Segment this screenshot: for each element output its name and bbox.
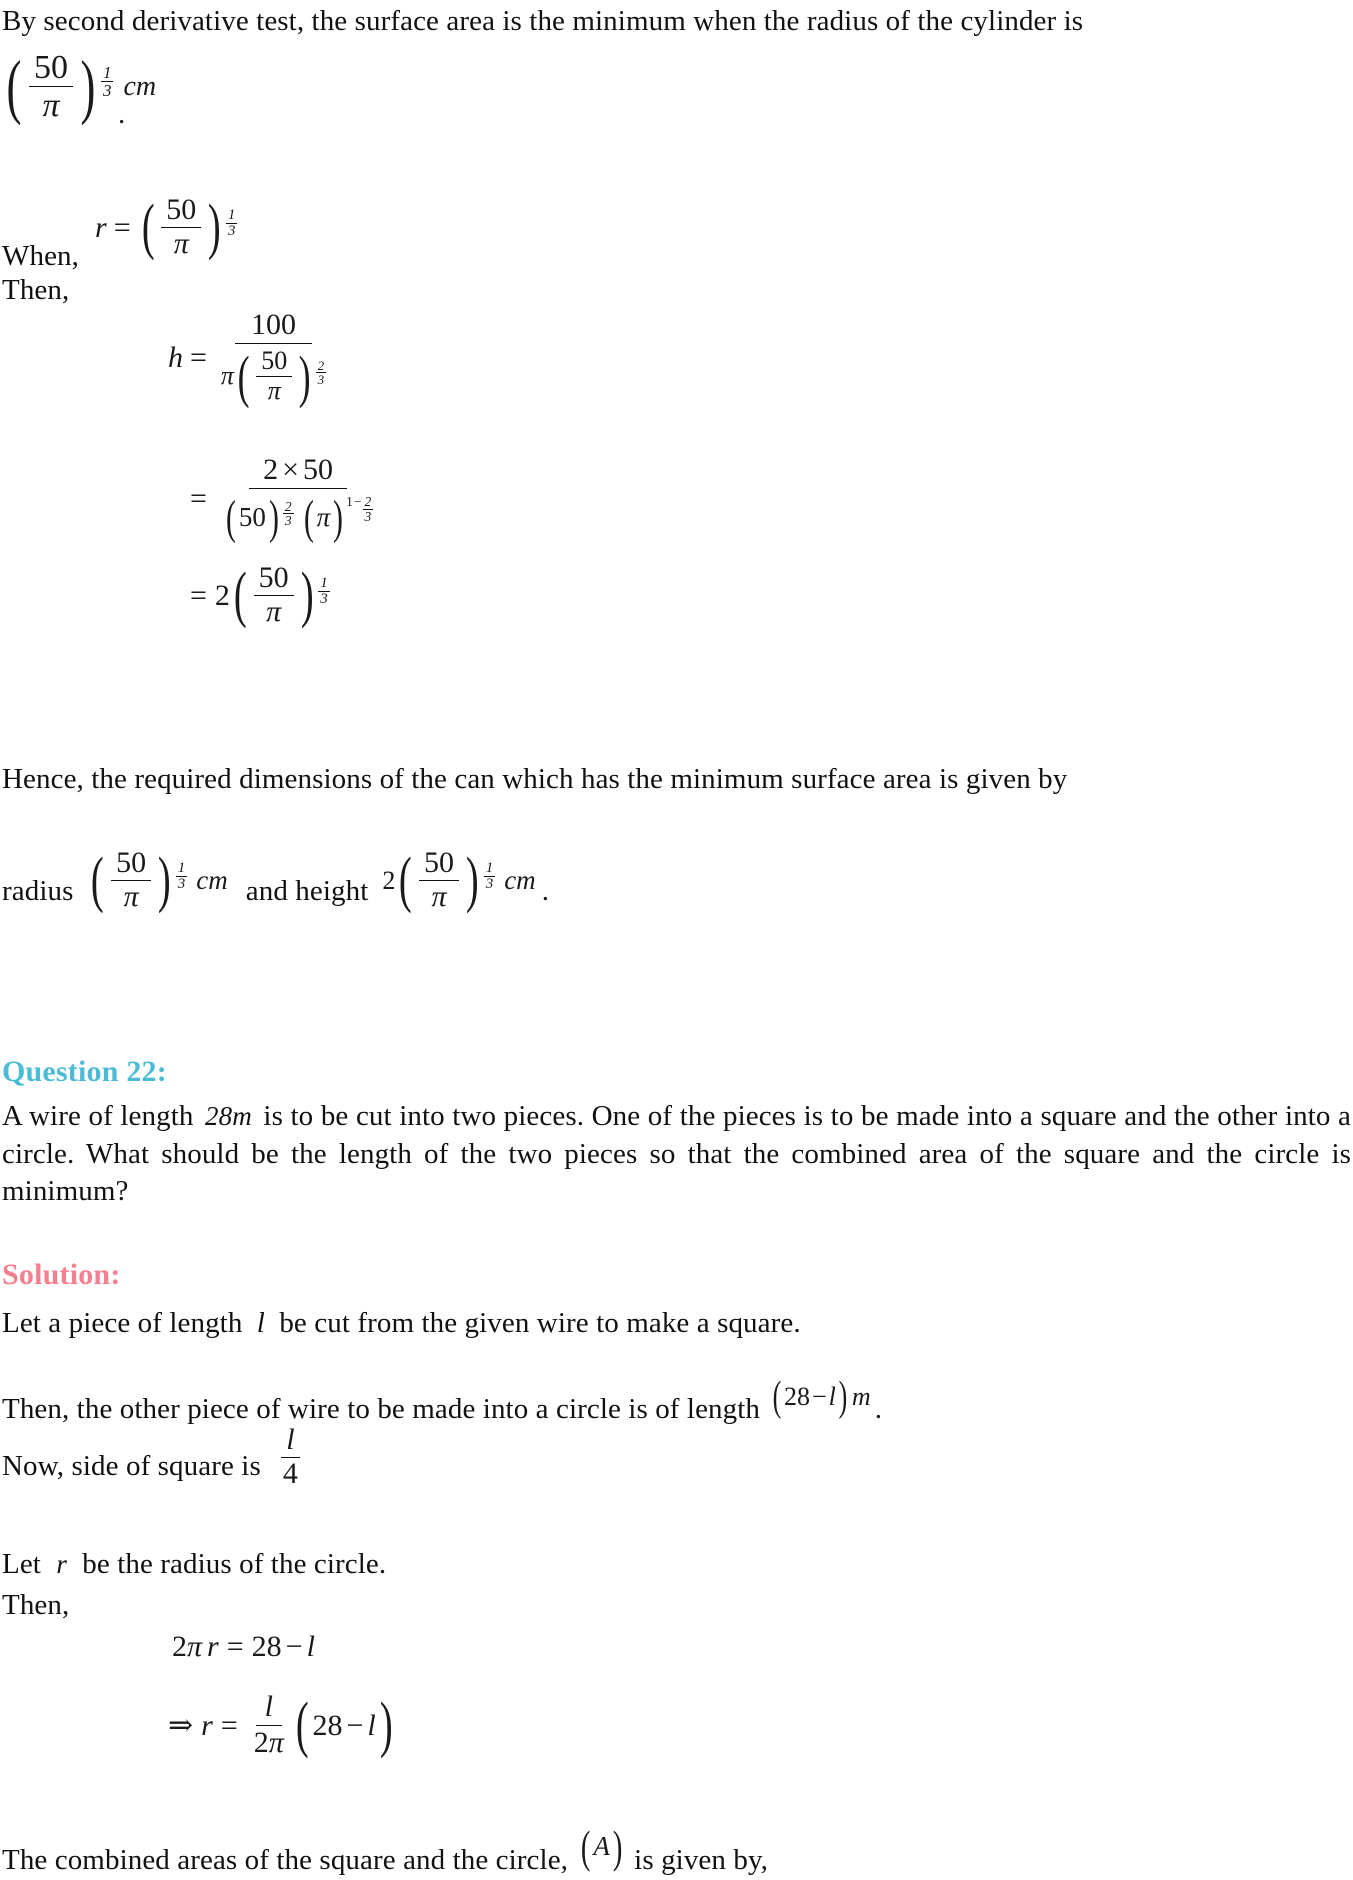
other-piece-formula — [770, 1373, 871, 1429]
exponent-numerator: 2 — [284, 498, 292, 514]
conclusion-line-text: Hence, the required dimensions of the can which has the minimum surface area is given by — [2, 763, 1068, 795]
paren-open: ( — [225, 490, 236, 544]
base-pi: π — [316, 501, 331, 532]
exponent-one-third — [484, 861, 496, 892]
combined-areas-text-b: is given by, — [634, 1844, 769, 1877]
equation-radius — [168, 1690, 396, 1761]
when-label: When, — [2, 240, 79, 272]
exponent-numerator: 1 — [485, 859, 494, 876]
let-piece-text-b: be cut from the given wire to make a square. — [279, 1307, 801, 1339]
fraction-numerator: l — [281, 1425, 299, 1458]
question-value-28m: 28m — [205, 1101, 252, 1131]
equals-sign: = — [190, 341, 207, 375]
paren-open: ( — [237, 343, 250, 409]
paren-open: ( — [295, 1691, 309, 1759]
paren-close: ) — [379, 1691, 393, 1759]
fraction-denominator: π — [266, 595, 282, 628]
symbol-l: l — [367, 1708, 376, 1742]
height-inline-formula — [382, 845, 535, 916]
fraction-100-over-denominator — [216, 310, 331, 407]
exponent-denominator: 3 — [177, 875, 186, 892]
equals-sign: = — [190, 481, 207, 515]
paren-close: ) — [300, 561, 314, 629]
conclusion-paragraph — [2, 761, 1351, 799]
exponent-one-third — [318, 576, 330, 607]
solution-then-label: Then, — [2, 1589, 70, 1621]
radius-label: radius — [2, 875, 74, 908]
exponent-one-third — [101, 64, 114, 99]
let-r-text-b: be the radius of the circle. — [82, 1548, 387, 1580]
paren-close: ) — [298, 343, 311, 409]
intro-line-text: By second derivative test, the surface area is the minimum when the radius of the cylinder is — [2, 5, 1084, 37]
exponent-numerator: 1 — [320, 574, 328, 591]
solution-line-side-of-square — [2, 1425, 306, 1490]
fraction-50-over-pi — [111, 848, 151, 913]
exponent-numerator: 1 — [227, 206, 236, 223]
value-28: 28 — [784, 1382, 810, 1411]
fraction-denominator: π — [173, 227, 189, 260]
unit-cm: cm — [123, 70, 157, 102]
fraction-numerator: 50 — [161, 195, 201, 228]
fraction-numerator: 50 — [419, 848, 459, 881]
variable-r: r — [95, 210, 107, 244]
fraction-denominator-group — [216, 344, 331, 407]
exponent-two-thirds — [283, 500, 294, 528]
paren-close: ) — [612, 1821, 623, 1872]
question-text — [2, 1098, 1351, 1211]
fraction-50-over-pi — [29, 50, 73, 123]
paren-close-2: ) — [333, 490, 344, 544]
variable-r: r — [207, 1630, 219, 1663]
exponent-minus: − — [353, 494, 362, 510]
solution-line-combined-areas — [2, 1820, 768, 1880]
then-label: Then, — [2, 274, 70, 306]
other-piece-text: Then, the other piece of wire to be made into a circle is of length — [2, 1393, 760, 1426]
paren-close: ) — [465, 846, 479, 914]
paren-open: ( — [399, 846, 413, 914]
solution-line-let-r — [2, 1546, 386, 1584]
paren-close: ) — [208, 193, 221, 261]
numerator-value-50: 50 — [303, 453, 334, 486]
symbol-A: A — [593, 1831, 610, 1861]
side-fraction — [275, 1425, 306, 1490]
fraction-numerator-group — [249, 455, 347, 489]
fraction-l-over-4 — [278, 1425, 303, 1490]
implies-arrow: ⇒ — [168, 1709, 194, 1742]
exponent-numerator: 1 — [177, 859, 186, 876]
paren-open: ( — [6, 46, 22, 126]
unit-m: m — [851, 1382, 871, 1411]
coefficient-2: 2 — [172, 1630, 187, 1663]
fraction-denominator: 4 — [282, 1456, 298, 1490]
fraction-denominator: π — [42, 87, 60, 124]
numerator-value-2: 2 — [263, 453, 279, 486]
paren-open: ( — [772, 1374, 782, 1420]
fraction-denominator-group — [218, 489, 378, 542]
dimensions-period: . — [541, 875, 550, 908]
exponent-numerator: 2 — [317, 358, 325, 374]
question-heading: Question 22: — [2, 1055, 167, 1088]
denominator-pi: π — [268, 1726, 284, 1759]
paren-close: ) — [158, 846, 171, 914]
base-50: 50 — [238, 501, 266, 532]
symbol-l: l — [306, 1630, 315, 1663]
paren-open: ( — [233, 561, 247, 629]
paren-open: ( — [141, 193, 155, 261]
exponent-denominator: 3 — [485, 875, 494, 892]
question-text-part1: A wire of length — [2, 1100, 194, 1132]
radius-formula-period: . — [118, 98, 126, 130]
and-height-label: and height — [245, 875, 369, 908]
exponent-denominator: 3 — [317, 372, 325, 388]
fraction-50-over-pi — [254, 563, 294, 628]
height-derivation-step3 — [190, 560, 330, 631]
symbol-r: r — [56, 1549, 67, 1579]
exponent-two-thirds — [316, 359, 327, 386]
exponent-denominator: 3 — [102, 80, 112, 100]
equation-circumference — [172, 1630, 315, 1664]
exponent-one-third — [176, 861, 188, 892]
side-of-square-text: Now, side of square is — [2, 1450, 261, 1483]
exponent-fraction-numerator: 2 — [364, 494, 372, 510]
fraction-l-over-2pi — [249, 1692, 289, 1759]
symbol-l: l — [828, 1382, 836, 1411]
equals-sign: = — [113, 210, 131, 244]
value-28: 28 — [312, 1708, 343, 1742]
coefficient-2: 2 — [214, 578, 230, 612]
when-equation — [95, 192, 237, 263]
exponent-lead-1: 1 — [346, 494, 353, 510]
fraction-denominator — [249, 1726, 289, 1759]
inner-fraction-numerator: 50 — [256, 348, 292, 377]
exponent-fraction — [363, 495, 374, 523]
variable-h: h — [168, 341, 183, 375]
combined-symbol-formula — [578, 1820, 625, 1880]
fraction-50-over-pi — [161, 195, 201, 260]
solution-line-let-piece — [2, 1305, 801, 1343]
fraction-50-over-pi — [419, 848, 459, 913]
fraction-denominator: π — [123, 880, 139, 913]
equals-sign: = — [190, 578, 207, 612]
radius-display-formula — [2, 45, 156, 128]
minus-sign: − — [285, 1630, 303, 1663]
paren-open-2: ( — [303, 490, 314, 544]
dimensions-line — [2, 845, 549, 916]
fraction-numerator: 50 — [29, 50, 73, 87]
fraction-numerator: 50 — [254, 563, 294, 596]
fraction-numerator: 50 — [111, 848, 151, 881]
combined-areas-text-a: The combined areas of the square and the circle, — [2, 1844, 569, 1877]
solution-heading: Solution: — [2, 1258, 121, 1291]
variable-r: r — [201, 1708, 213, 1742]
fraction-numerator: l — [256, 1692, 282, 1726]
pi-symbol: π — [187, 1630, 203, 1663]
paren-close: ) — [838, 1374, 848, 1420]
pi-symbol: π — [220, 361, 234, 391]
minus-sign: − — [812, 1382, 827, 1411]
value-28: 28 — [251, 1630, 282, 1663]
let-piece-text-a: Let a piece of length — [2, 1307, 243, 1339]
exponent-fraction-denominator: 3 — [364, 508, 372, 524]
exponent-one-minus-two-thirds — [346, 495, 373, 523]
fraction-step2 — [218, 455, 378, 542]
unit-cm: cm — [504, 865, 536, 895]
unit-cm: cm — [196, 865, 228, 895]
symbol-l: l — [256, 1307, 265, 1339]
height-derivation-step1 — [168, 310, 333, 407]
solution-line-other-piece — [2, 1373, 882, 1429]
fraction-numerator-100: 100 — [235, 310, 312, 344]
exponent-one-third — [226, 208, 238, 239]
radius-inline-formula — [87, 845, 227, 916]
exponent-denominator: 3 — [284, 513, 292, 529]
inner-fraction-50-over-pi — [256, 348, 292, 405]
fraction-denominator: π — [431, 880, 447, 913]
coefficient-2: 2 — [382, 865, 396, 895]
denominator-coefficient-2: 2 — [253, 1726, 269, 1759]
intro-paragraph — [2, 3, 1351, 41]
exponent-denominator: 3 — [227, 222, 236, 239]
other-piece-period: . — [874, 1393, 883, 1426]
minus-sign: − — [346, 1708, 364, 1742]
let-r-text-a: Let — [2, 1548, 41, 1580]
inner-fraction-denominator: π — [267, 376, 281, 406]
paren-open: ( — [580, 1821, 591, 1872]
question-text-part2: is to be cut into two pieces. One of the pieces is to be made into a square and the other into a circle. What should be the length of the two pieces so that the combined area of the square and the circle is minimum? — [2, 1100, 1351, 1208]
multiplication-sign: × — [282, 453, 300, 486]
paren-close: ) — [268, 490, 279, 544]
exponent-numerator: 1 — [102, 62, 112, 82]
exponent-denominator: 3 — [320, 590, 328, 607]
equals-sign: = — [226, 1630, 244, 1663]
equals-sign: = — [220, 1708, 238, 1742]
paren-open: ( — [91, 846, 105, 914]
paren-close: ) — [80, 46, 96, 126]
height-derivation-step2 — [190, 455, 381, 542]
